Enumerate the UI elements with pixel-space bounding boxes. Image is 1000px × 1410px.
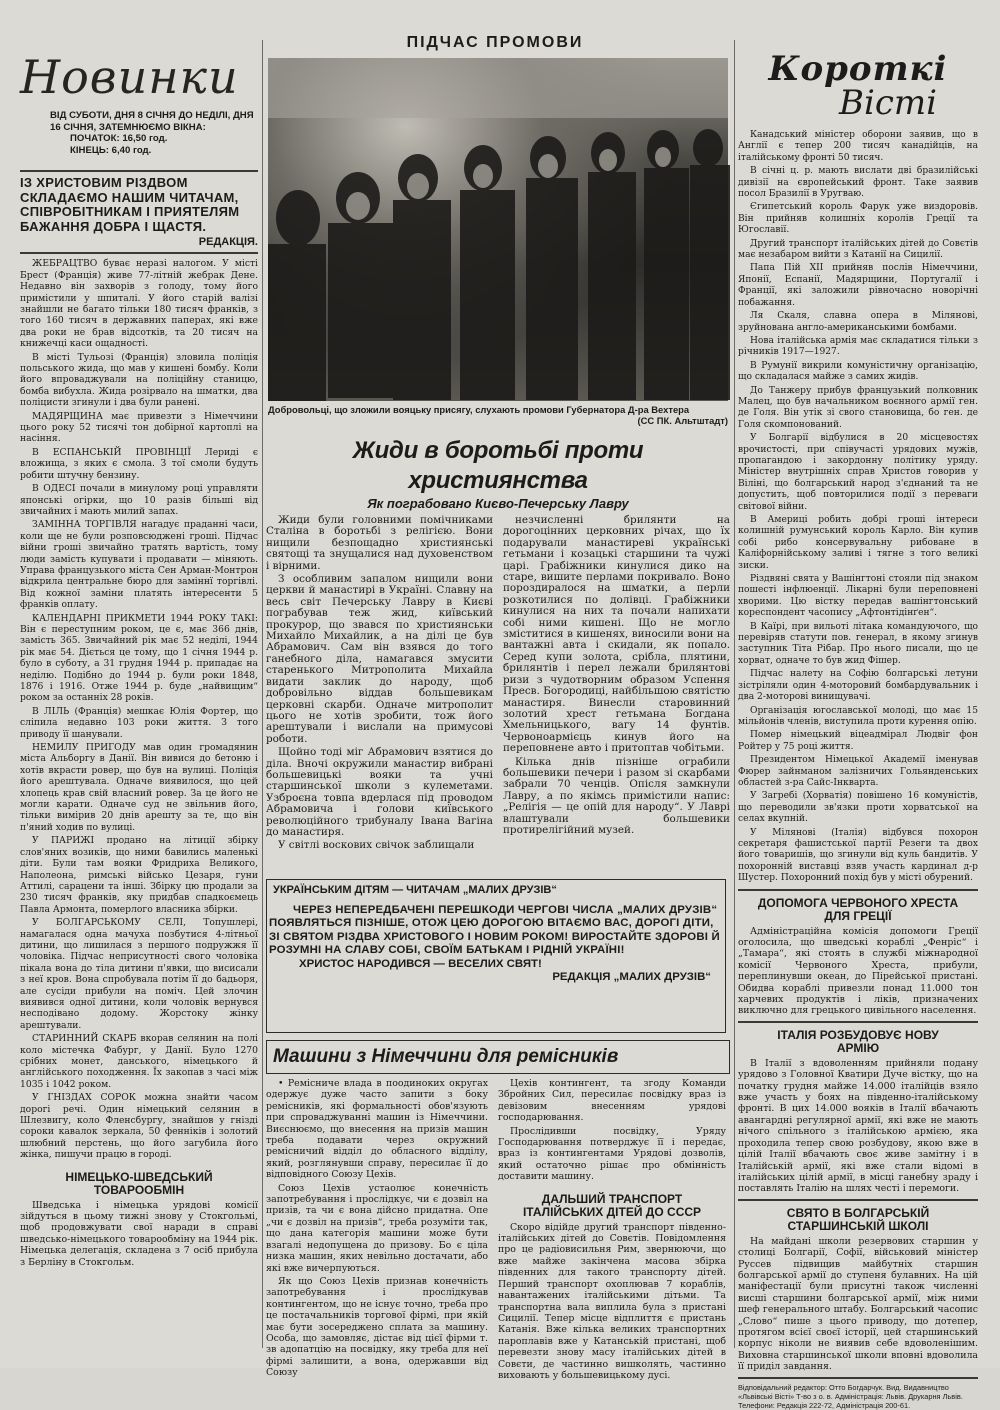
left-column	[20, 0, 258, 1270]
divider	[738, 1021, 978, 1023]
news-item: Папа Пій XII прийняв послів Німеччини, Японії, Еспанії, Мадярщини, Португалії і Франції, які заложили рівночасно новорічні побажання.	[738, 263, 978, 308]
blackout-line3: КІНЕЦЬ: 6,40 год.	[70, 144, 152, 156]
blackout-notice	[50, 110, 258, 156]
machines-headline: Машини з Німеччини для ремісників	[273, 1046, 619, 1067]
right-title-bottom: Вісті	[838, 83, 937, 123]
red-cross-heading-2: ДЛЯ ГРЕЦІЇ	[824, 908, 892, 923]
news-item: В ЛІЛЬ (Франція) мешкає Юлія Фортер, що сліпила недавно 103 роки життя. З того приводу її шанували.	[20, 705, 258, 740]
news-item: В місті Тульозі (Франція) зловила поліція польського жида, що мав у кишені бомбу. Коли його впроваджували на поліційну станицю, бомба вибухла. Жида розірвало на шматки, два поліцисти згинули і два були ранені.	[20, 351, 258, 409]
divider	[738, 1199, 978, 1201]
left-title: Новинки	[20, 50, 239, 104]
left-notes	[20, 258, 258, 1160]
trade-heading-1: НІМЕЦЬКО-ШВЕДСЬКИЙ	[65, 1169, 213, 1184]
article-paragraph: Щойно тоді міг Абрамович взятися до діла. Вночі окружили манастир вибрані большевицькі вояки та учні старшинської школи з кулеметами. Узброєна товпа вдерлася під проводом Абрамовича і голови київського революційного трибуналу Івана Вагіна до манастиря.	[266, 746, 493, 838]
news-item: СТАРИННИЙ СКАРБ вкорав селянин на полі коло містечка Фабург, у Данії. Було 1270 срібних монет, данського, німецького й англійського походження. Їх закопав з часі між 1035 і 1042 роком.	[20, 1033, 258, 1090]
children-box-header: УКРАЇНСЬКИМ ДІТЯМ — ЧИТАЧАМ „МАЛИХ ДРУЗІВ“	[273, 884, 557, 896]
news-item: ЗАМІННА ТОРГІВЛЯ нагадує праданні часи, коли ще не були розповсюджені гроші. Підчас війни гроші звичайно тратять вартість, тому люди замість купувати і продавати — міняють. Управа французького міста Сен Арман-Монтрон відкрила центральне бюро для заміннї торгівлі. Від кожної заміни платять інтересенти 5 франків оплату.	[20, 519, 258, 611]
news-item: В січні ц. р. мають вислати дві бразилійські дивізії на європейський фронт. Таке заявив посол Бразилії в Уругваю.	[738, 166, 978, 200]
news-item: У ПАРИЖІ продано на літиції збірку слов'яних возиків, що ними бавились маленькі діти. Були там вояки Фридриха Великого, Наполеона, римські військо Цезаря, гуни Аттилі, сарацени та інші. Збірку цю продали за 230 тисяч франків, яку придбав спадкоємець Павла Армонта, померлого власника збірки.	[20, 835, 258, 915]
news-item: У ГНІЗДАХ СОРОК можна знайти часом дорогі речі. Один німецький селянин в Шлезвигу, коло Фленсбургу, знайшов у гнізді сороки кавалок зеркала, 50 фенніків і золотий шлюбний перстень, що його загубила його жінка, пишучи працю в городі.	[20, 1092, 258, 1161]
divider	[738, 889, 978, 891]
news-item: У БОЛГАРСЬКОМУ СЕЛІ, Топушлері, намагалася одна мачуха позбутися 4-літньої дитини, що лишилася з першого подружжя її чоловіка. Підчас неприсутності свого чоловіка пікала вона до тіла дитини п'явки, що висисали з неї кров. Вона спробувала потім її до бадьоря, але сусіди прибули на поміч. Цей злочин виявився одної дитини, коли чоловік вернувся несподівано додому. Жорстоку жінку арештували.	[20, 917, 258, 1031]
article-paragraph: незчисленні брилянти на дорогоцінних церковних річах, що їх подарували манастиреві українські гетьмани і козацькі старшини та чужі царі. Грабіжники кинулися дико на старе, вишите перлами покривало. Воно пороздиралося на шматки, а перли розкотилися по долівці. Грабіжники кинулися на них та почали напихати собі ними кишені. Що не могло зміститися в кишенях, виносили вони на вантажні авта і скидали, як попало. Серед купи золота, срібла, плятини, брилянтів і перел лежали брилянтові ризи з чудотворним образом Успення Пресв. Богородиці, найбільшою святістю манастиря. Винесли старовинний золотий хрест гетьмана Богдана Хмельницького, вагу 14 фунтів. Червоноармієць кинув його на переповнене авто і притоптав чобітьми.	[503, 514, 730, 755]
children-box-line: ХРИСТОС НАРОДИВСЯ — ВЕСЕЛИХ СВЯТ!	[299, 957, 542, 970]
news-item: ЖЕБРАЦТВО буває неразі налогом. У місті Брест (Франція) живе 77-літній жебрак Дене. Недавно він захворів з голоду, тому його примістили у шпиталі. У його старій валізі знайшли не багато тільки 180 тисяч франків, з того 160 тисяч в державних паперах, які вже два роки не брав відсотків, та 20 тисяч на книжечці каси ощадності.	[20, 258, 258, 350]
news-item: Ля Скаля, славна опера в Мілянові, зруйнована англо-американськими бомбами.	[738, 311, 978, 333]
bulgarian-school-heading	[738, 1207, 978, 1233]
photo-caption-block	[268, 404, 728, 426]
column-rule	[262, 40, 263, 1348]
news-item: В ОДЕСІ почали в минулому році управляти японські огірки, що 10 разів більші від звичайних і мають милий запах.	[20, 483, 258, 517]
news-item: В Каїрі, при вильоті літака командуючого, що перевіряв статути пов. генерал, в якому згинув заступник Тіта Рібар. Про нього писали, що це хорват, одначе то був жид Фішер.	[738, 621, 978, 666]
divider	[20, 170, 258, 172]
right-title-block	[738, 49, 978, 123]
imprint: Відповідальний редактор: Отто Богдарчук. Вид. Видавництво «Львівські Вісті» Т-во з о. в. Адміністрація: Львів. Друкарня Львів. Телефони: Редакція 222-72, Адміністрація 200-61.	[738, 1382, 963, 1410]
news-item: Нова італійська армія має складатися тільки з річників 1917—1927.	[738, 335, 978, 358]
machines-col1	[266, 1078, 488, 1383]
news-item: Канадський міністер оборони заявив, що в Англії є тепер 200 тисяч канадійців, на італійському фронті 50 тисяч.	[738, 130, 978, 163]
news-item: В ЕСПАНСЬКІЙ ПРОВІНЦІЇ Лериді є вложища, з яких є смола. З тої смоли будуть робити штучну бензину.	[20, 446, 258, 481]
machines-body	[266, 1078, 730, 1383]
news-item: У Загребі (Хорватія) повішено 16 комуністів, що переводили зв'язки проти хорватської на селах вкупній.	[738, 791, 978, 825]
news-item: В Америці робить добрі гроші інтереси колишній румунський король Карло. Він купив собі рибо консервувальну рибоване в Каліфорнійському заливі і тягне з того великі зиски.	[738, 515, 978, 571]
blackout-line2: ПОЧАТОК: 16,50 год.	[70, 133, 168, 144]
italy-army-heading-1: ІТАЛІЯ РОЗБУДОВУЄ НОВУ	[777, 1027, 939, 1042]
machines-col2-wrap	[498, 1078, 726, 1383]
children-box	[266, 879, 726, 1033]
red-cross-heading-1: ДОПОМОГА ЧЕРВОНОГО ХРЕСТА	[757, 895, 959, 910]
children-box-sign: РЕДАКЦІЯ „МАЛИХ ДРУЗІВ“	[552, 971, 711, 984]
right-notes	[738, 130, 978, 885]
news-item: До Танжеру прибув французький полковник Малец, що був начальником воєнного армії ген. де Голя. Він утік зі свого становища, бо ген. де Голя скомпонований.	[738, 385, 978, 430]
machines-col2	[498, 1078, 726, 1183]
news-item: Організація югославської молоді, що має 15 мільйонів членів, виступила проти курення опію.	[738, 705, 978, 727]
trade-heading-2: ТОВАРООБМІН	[93, 1182, 185, 1197]
main-subhead: Як пограбовано Києво-Печерську Лавру	[367, 496, 629, 511]
news-item: Підчас налету на Софію болгарські летуни зістріляли один 4-моторовий бомбардувальник і два 2-моторові винищувачі.	[738, 669, 978, 703]
italian-children-heading	[498, 1193, 726, 1219]
article-paragraph: Союз Цехів устаолює конечність запотребування і прослідкує, чи є дозвіл на призів, та чи є вона дійсно придатна. Опе „чи є дозвіл на призів“, треба розуміти так, що дана категорія машини може бути взагалі недопущена до призову. Бо є ціла низка машин, яких невільно достачати, або які вже вичерпуються.	[266, 1182, 488, 1274]
divider	[738, 1377, 978, 1379]
bulgarian-school-heading-2: СТАРШИНСЬКІЙ ШКОЛІ	[787, 1218, 929, 1233]
photo-caption: Добровольці, що зложили вояцьку присягу, слухають промови Губернатора Д-ра Вехтера	[268, 404, 690, 415]
italy-army-text: В Італії з вдоволенням прийняли подану урядово з Головної Кватири Дуче вістку, що на початку грудня майже 14.000 італійців взяло вже участь у боях на південно-італійському фронті. В цих 14.000 вояків в Італії вбачають авангардні регулярної армії, які вже не мають нічого спільного з італійською армією, яка проходила тепер свою розбудову, якою вже в цілій Італії вбачають своє живе замітну і в Італійській армії, які вже стали відомі в італійських цілій армії, в місці ганебну зраду і поставлять Італію на шлях честі і перемоги.	[738, 1057, 978, 1195]
news-item: КАЛЕНДАРНІ ПРИКМЕТИ 1944 РОКУ ТАКІ: Він є переступним роком, це є, має 366 днів, замість 365. Звичайний рік має 52 неділі, 1944 рік має 54. Діється це тому, що 1 січня 1944 р. було в суботу, а 31 грудня 1944 р. припадає на неділю. Подібно до 1944 р. були роки 1848, 1876 і 1916. Отже 1944 р. буде „найвищим“ роком за останніх 28 років.	[20, 612, 258, 704]
article-paragraph: Цехів контингент, та згоду Команди Збройних Сил, пересилає посвідку враз із девізовим внесенням урядові господарювання.	[498, 1078, 726, 1124]
red-cross-text: Адміністраційна комісія допомоги Греції оголосила, що шведські кораблі „Фенріс“ і „Тамара“, які стоять в службі міжнародної комісії Червоного Хреста, прибули, переплинувши океан, до Пірейської пристані. Обидва кораблі привезли понад 11.000 тон харчевих продуктів і ліків, призначених виключно для грецького цивільного населення.	[738, 925, 978, 1017]
news-item: В Румунії викрили комуністичну організацію, що складалася майже з самих жидів.	[738, 360, 978, 383]
greeting-signature: РЕДАКЦІЯ.	[198, 236, 258, 249]
photo-credit: (СС ПК. Альтштадт)	[637, 415, 728, 426]
italian-children-heading-2: ІТАЛІЙСЬКИХ ДІТЕЙ ДО СССР	[522, 1204, 702, 1219]
article-paragraph: • Ремісниче влада в поодиноких округах одержує дуже часто запити з боку ремісників, які формальності обов'язують при спроваджуванні машин із Німеччини. Виєснюємо, що внесення на призів машин треба подавати через окружний ремісничий відділ до обласного відділу, який, розглянувши справу, пересилає її до відповідного Союзу Цехів.	[266, 1078, 488, 1181]
news-item: Президентом Німецької Академії іменував Фюрер зайнманом залізничих Гольянденських областей з-ра Сайс-Інкварта.	[738, 755, 978, 788]
article-paragraph: Кілька днів пізніше ограбили большевики печери і разом зі скарбами забрали 70 ченців. Опісля замкнули Лавру, а по якімсь примістили напис: „Релігія — це опій для народу“. У Лаврі влаштували большевики протирелігійний музей.	[503, 755, 730, 836]
article-paragraph: У світлі воскових свічок заблищали	[278, 839, 475, 852]
children-box-body: ЧЕРЕЗ НЕПЕРЕДБАЧЕНІ ПЕРЕШКОДИ ЧЕРГОВІ ЧИСЛА „МАЛИХ ДРУЗІВ“ ПОЯВЛЯТЬСЯ ПІЗНІШЕ, ОТОЖ ЦЕЮ ДОРОГОЮ ВІТАЄМО ВАС, ДОРОГІ ДІТИ, ЗІ СВЯТОМ РІЗДВА ХРИСТОВОГО І НОВИМ РОКОМ! ВИРОСТАЙТЕ ЗДОРОВІ Й РОЗУМНІ НА СЛАВУ СОБІ, СВОЇМ БАТЬКАМ І РІДНІЙ УКРАЇНІ!	[269, 904, 720, 957]
blackout-line1: ВІД СУБОТИ, ДНЯ 8 СІЧНЯ ДО НЕДІЛІ, ДНЯ 16 СІЧНЯ, ЗАТЕМНЮЄМО ВІКНА:	[50, 110, 254, 133]
bulgarian-school-text: На майдані школи резервових старшин у столиці Болгарії, Софії, військовий міністер Руссев підвищив майбутніх старшин болгарської армії до ступеня булавних. На цій маніфестації були присутні також численні висші старшини болгарської армії, між ними шеф генерального штабу. Болгарський часопис „Слово“ пише з цього приводу, що дотепер, протягом всієї своєї історії, цей старшинський корпус ніколи не виявив себе вдоволенішим. Виховна старшинської школи вповні вдоволила її приділ завдання.	[738, 1235, 978, 1373]
news-item: Єгипетський король Фарук уже виздоровів. Він прийняв колишніх королів Греції та Югославії.	[738, 202, 978, 236]
trade-heading	[20, 1171, 258, 1197]
news-item: У Мілянові (Італія) відбувся похорон секретаря фашистської партії Резеги та двох його товаришів, що згинули від куль бандитів. У похоронній виставці взяв участь кардинал д-р Шустер. Похоронний похід був у місті обурений.	[738, 827, 978, 884]
main-article-col1	[266, 515, 493, 854]
italy-army-heading-2: АРМІЮ	[836, 1040, 880, 1055]
article-paragraph: Жиди були головними помічниками Сталіна в боротьбі з релігією. Вони нищили безпощадно християнські святощі та знущалися над духовенством і вірними.	[266, 514, 493, 572]
right-title-top: Короткі	[768, 49, 948, 89]
news-item: Помер німецький віцеадмірал Людвіг фон Ройтер у 75 році життя.	[738, 730, 978, 752]
news-photo	[268, 58, 728, 401]
italian-children-text: Скоро відійде другий транспорт південно-італійських дітей до Совєтів. Повідомлення про це радіовисильня Рим, звернюючи, що вже майже закінчена масова збірка південних для такого транспорту дітей. Перший транспорт охоплював 7 кораблів, навантажених італійськими дітьми. Та транспортна вала виплила була з пристані Сицилії. Тепер місце відплиття є пристань Катанія. Вже кілька великих транспортних пароплавів вже у Катанській пристані, щоб перевезти знову масу італійських дітей в Совєти, де частинно вишколять, частинно виховають у большевицькому дусі.	[498, 1221, 726, 1381]
divider	[20, 252, 258, 254]
main-article-body	[266, 515, 730, 854]
right-column	[738, 0, 978, 1410]
main-headline: Жиди в боротьбі проти християнства	[352, 437, 644, 494]
machines-headline-box	[266, 1040, 730, 1074]
news-item: НЕМИЛУ ПРИГОДУ мав один громадянин міста Альборгу в Данії. Він вивися до бетоню і хотів вкрасти ровер, що був на вулиці. Поліція його арештувала. Одначе виявилося, що цей хлопець крав свій власний ровер. За це його не могли карати. Одначе суд не звільнив його, тільки вимірив 20 днів арешту за те, що він п'яний ходив по вулиці.	[20, 742, 258, 833]
trade-text: Шведська і німецька урядові комісії зійдуться в цьому тижні знову у Стокгольмі, щоб продовжувати свої наради в справі шведсько-німецького товарообміну на 1944 рік. Німецька делегація, складена з 7 осіб прибула з Берліну в Стокгольм.	[20, 1199, 258, 1268]
column-rule	[734, 40, 735, 1348]
photo-title: ПІДЧАС ПРОМОВИ	[406, 34, 584, 51]
main-article-col2	[503, 515, 730, 854]
news-item: У Болгарії відбулися в 20 місцевостях врочистості, при співучасті урядових мужів, пропагандою і закордонну політику уряду. Міністер внутрішніх справ Христов говорив у Віліні, що болгарський народ з'єднаний та не допустить, щоб повторилися події з переваги світової війни.	[738, 433, 978, 512]
article-paragraph: З особливим запалом нищили вони церкви й манастирі в Україні. Славну на весь світ Печерську Лавру в Києві пограбував теж жид, київський прокурор, що звався по християнськи Михайло Михайлик, а на ділі це був Абрамович. Сам він взявся до того ганебного діла, намагався змусити старенького Митрополита Михайла видати заклик до народу, щоб добровільно віддав большевикам церковні скарби. Одначе митрополит цього не хотів зробити, тож його арештували і вислали на примусові роботи.	[266, 573, 493, 745]
news-item: Другий транспорт італійських дітей до Совєтів має незабаром вийти з Катанії на Сицилії.	[738, 238, 978, 261]
news-item: Різдвяні свята у Вашінгтоні стояли під знаком пошесті інфлюенції. Лікарні були переповнені хворими. Цю вістку передав вашінгтонський кореспондент часопису „Афтонтідінґен“.	[738, 574, 978, 619]
soldiers-figure	[268, 58, 728, 401]
news-item: МАДЯРЩИНА має привезти з Німеччини цього року 52 тисячі тон добірної картоплі на насіння.	[20, 410, 258, 445]
article-paragraph: Прослідивши посвідку, Уряду Господарювання потверджує її і передає, враз із контингентами Урядові дозволів, який остаточно рішає про обмінність доставити машину.	[498, 1125, 726, 1183]
article-paragraph: Як що Союз Цехів признав конечність запотребування і прослідкував контингентом, що не існує точно, треба про це постачальників торгової фірмі, при якій має бути зосереджено сплата за машину. Особа, що замовляє, дістає від цієї фірми т. зв адопатцію на посвідку, яку треба для неї фірмі залишити, а вона, одержавши від Союзу	[266, 1275, 488, 1379]
bulgarian-school-heading-1: СВЯТО В БОЛГАРСЬКІЙ	[786, 1205, 930, 1220]
italian-children-heading-1: ДАЛЬШИЙ ТРАНСПОРТ	[541, 1191, 683, 1206]
greeting-text: ІЗ ХРИСТОВИМ РІЗДВОМ СКЛАДАЄМО НАШИМ ЧИТАЧАМ, СПІВРОБІТНИКАМ І ПРИЯТЕЛЯМ БАЖАННЯ ДОБРА І ЩАСТЯ.	[20, 175, 240, 234]
red-cross-heading	[738, 897, 978, 923]
italy-army-heading	[738, 1029, 978, 1055]
